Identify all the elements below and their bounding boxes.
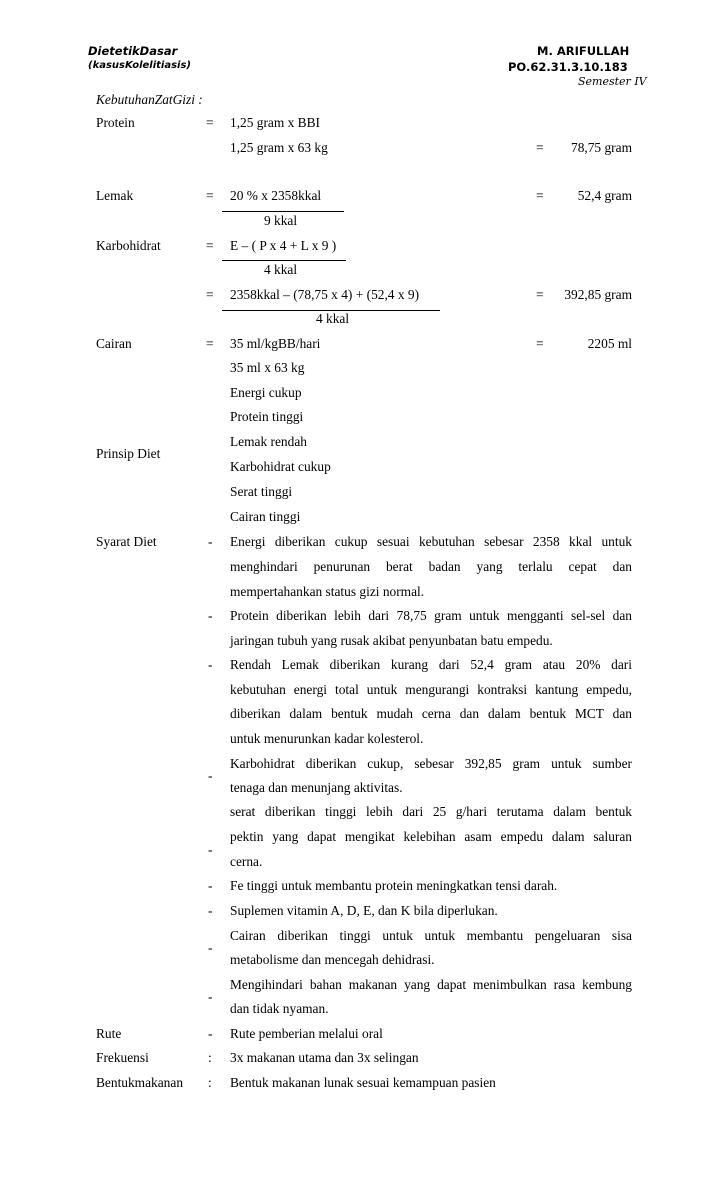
syarat-line: Fe tinggi untuk membantu protein meningkatkan tensi darah. <box>230 878 558 893</box>
syarat-line: Suplemen vitamin A, D, E, dan K bila diperlukan. <box>230 903 498 918</box>
lemak-result-equals: = <box>536 188 544 203</box>
prinsip-item: Lemak rendah <box>230 434 307 449</box>
frekuensi-value: 3x makanan utama dan 3x selingan <box>230 1050 419 1065</box>
syarat-line: Energi diberikan cukup sesuai kebutuhan sebesar 2358 kkal untuk <box>230 534 632 549</box>
karbohidrat-equals: = <box>206 238 214 253</box>
syarat-dash: - <box>208 903 213 918</box>
syarat-line: dan tidak nyaman. <box>230 1001 329 1016</box>
protein-result: 78,75 gram <box>571 140 632 155</box>
syarat-line: serat diberikan tinggi lebih dari 25 g/hari terutama dalam bentuk <box>230 804 632 819</box>
syarat-dash: - <box>208 534 213 549</box>
frekuensi-label: Frekuensi <box>96 1050 149 1065</box>
rute-label: Rute <box>96 1026 122 1041</box>
syarat-dash: - <box>208 940 213 955</box>
protein-label: Protein <box>96 115 135 130</box>
karbohidrat-equals-2: = <box>206 287 214 302</box>
syarat-dash: - <box>208 657 213 672</box>
lemak-label: Lemak <box>96 188 134 203</box>
cairan-label: Cairan <box>96 336 132 351</box>
syarat-line: Cairan diberikan tinggi untuk untuk membantu pengeluaran sisa <box>230 928 632 943</box>
karbohidrat-calc-denominator: 4 kkal <box>316 311 350 326</box>
header-semester: Semester IV <box>578 75 647 88</box>
syarat-line: diberikan dalam bentuk mudah cerna dan dalam bentuk MCT dan <box>230 706 632 721</box>
lemak-denominator: 9 kkal <box>264 213 298 228</box>
syarat-line: Karbohidrat diberikan cukup, sebesar 392,85 gram untuk sumber <box>230 756 632 771</box>
cairan-result-equals: = <box>536 336 544 351</box>
prinsip-diet-label: Prinsip Diet <box>96 446 161 461</box>
protein-calculation: 1,25 gram x 63 kg <box>230 140 328 155</box>
prinsip-item: Serat tinggi <box>230 484 293 499</box>
header-student-id: PO.62.31.3.10.183 <box>508 60 628 74</box>
bentuk-makanan-value: Bentuk makanan lunak sesuai kemampuan pasien <box>230 1075 496 1090</box>
protein-formula: 1,25 gram x BBI <box>230 115 321 130</box>
bentuk-makanan-label: Bentukmakanan <box>96 1075 184 1090</box>
protein-equals: = <box>206 115 214 130</box>
prinsip-item: Energi cukup <box>230 385 302 400</box>
lemak-result: 52,4 gram <box>577 188 632 203</box>
syarat-line: Rendah Lemak diberikan kurang dari 52,4 gram atau 20% dari <box>230 657 632 672</box>
karbohidrat-result-equals: = <box>536 287 544 302</box>
karbohidrat-fraction-line <box>222 260 346 261</box>
syarat-line: tenaga dan menunjang aktivitas. <box>230 780 403 795</box>
syarat-line: Protein diberikan lebih dari 78,75 gram untuk mengganti sel-sel dan <box>230 608 632 623</box>
syarat-line: jaringan tubuh yang rusak akibat penyunbatan batu empedu. <box>230 633 553 648</box>
cairan-calculation: 35 ml x 63 kg <box>230 360 305 375</box>
prinsip-item: Protein tinggi <box>230 409 304 424</box>
karbohidrat-formula-numerator: E – ( P x 4 + L x 9 ) <box>230 238 337 253</box>
syarat-line: kebutuhan energi total untuk mengurangi kontraksi kantung empedu, <box>230 682 632 697</box>
syarat-line: menghindari penurunan berat badan yang terlalu cepat dan <box>230 559 632 574</box>
syarat-dash: - <box>208 842 213 857</box>
syarat-line: cerna. <box>230 854 263 869</box>
cairan-result: 2205 ml <box>587 336 632 351</box>
bentuk-makanan-separator: : <box>208 1075 212 1090</box>
rute-separator: - <box>208 1026 213 1041</box>
syarat-line: untuk menurunkan kadar kolesterol. <box>230 731 424 746</box>
prinsip-item: Cairan tinggi <box>230 509 301 524</box>
lemak-fraction-line <box>222 211 344 212</box>
protein-result-equals: = <box>536 140 544 155</box>
syarat-dash: - <box>208 608 213 623</box>
cairan-formula: 35 ml/kgBB/hari <box>230 336 321 351</box>
prinsip-item: Karbohidrat cukup <box>230 459 331 474</box>
header-author: M. ARIFULLAH <box>537 44 630 58</box>
syarat-line: metabolisme dan mencegah dehidrasi. <box>230 952 435 967</box>
syarat-dash: - <box>208 989 213 1004</box>
lemak-equals: = <box>206 188 214 203</box>
header-left-subtitle: (kasusKolelitiasis) <box>88 60 191 71</box>
syarat-line: mempertahankan status gizi normal. <box>230 584 425 599</box>
karbohidrat-result: 392,85 gram <box>564 287 632 302</box>
syarat-dash: - <box>208 768 213 783</box>
syarat-diet-label: Syarat Diet <box>96 534 157 549</box>
karbohidrat-formula-denominator: 4 kkal <box>264 262 298 277</box>
karbohidrat-calc-numerator: 2358kkal – (78,75 x 4) + (52,4 x 9) <box>230 287 420 302</box>
syarat-line: pektin yang dapat mengikat kelebihan asam empedu dalam saluran <box>230 829 632 844</box>
karbohidrat-label: Karbohidrat <box>96 238 161 253</box>
rute-value: Rute pemberian melalui oral <box>230 1026 383 1041</box>
lemak-numerator: 20 % x 2358kkal <box>230 188 322 203</box>
syarat-line: Mengihindari bahan makanan yang dapat menimbulkan rasa kembung <box>230 977 632 992</box>
header-left-title: DietetikDasar <box>88 44 178 58</box>
syarat-dash: - <box>208 878 213 893</box>
cairan-equals: = <box>206 336 214 351</box>
section-title: KebutuhanZatGizi : <box>96 92 203 107</box>
frekuensi-separator: : <box>208 1050 212 1065</box>
